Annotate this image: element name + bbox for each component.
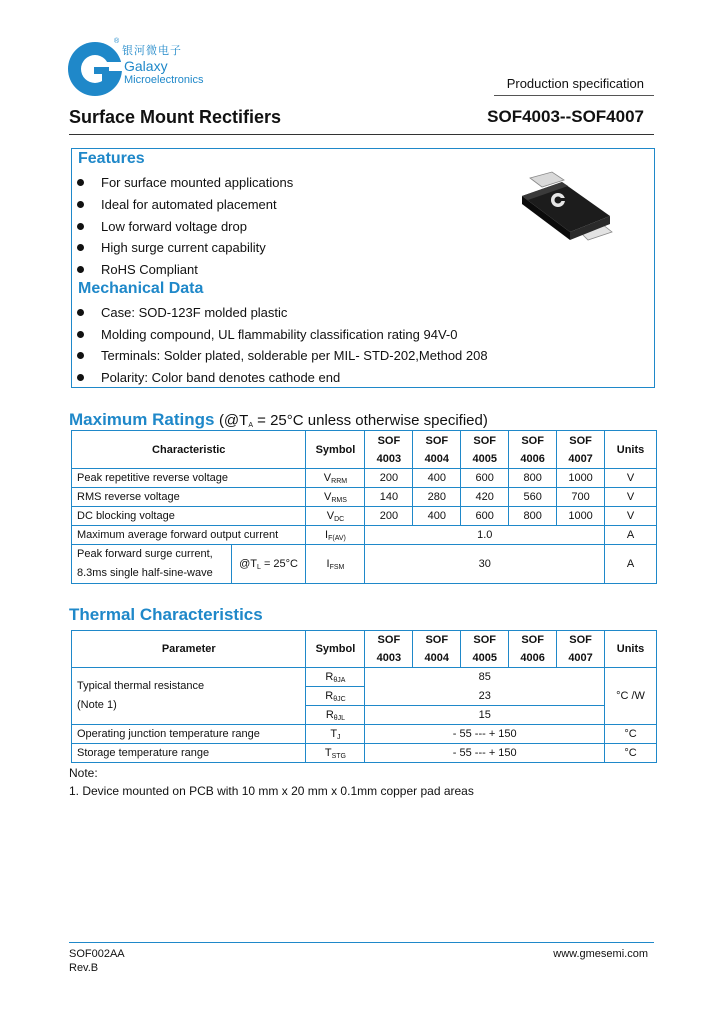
col-part: SOF 4005 (461, 631, 509, 668)
col-part: SOF 4006 (509, 431, 557, 469)
table-row: Typical thermal resistance (Note 1) $R_{\theta JA}$ 85 °C /W (72, 668, 657, 687)
header-divider (494, 95, 654, 96)
col-part: SOF 4004 (413, 631, 461, 668)
table-header-row (72, 631, 657, 668)
table-row: $R_{\theta JC}$ 23 (72, 687, 657, 706)
part-range: SOF4003--SOF4007 (487, 107, 644, 126)
mechanical-item: Polarity: Color band denotes cathode end (77, 370, 340, 385)
col-part: SOF 4006 (509, 631, 557, 668)
max-ratings-heading: Maximum Ratings ($@T_A = 25^\circ C$ unless otherwise specified) (69, 410, 488, 429)
bullet-icon (77, 352, 84, 359)
feature-item: For surface mounted applications (77, 175, 293, 190)
galaxy-logo-icon (66, 40, 124, 98)
max-ratings-table (71, 430, 657, 584)
bullet-icon (77, 179, 84, 186)
feature-item: Ideal for automated placement (77, 197, 277, 212)
bullet-icon (77, 223, 84, 230)
col-symbol: Symbol (306, 631, 365, 668)
table-row: RMS reverse voltage $V_{RMS}$ 140 280 420 560 700 V (72, 488, 657, 507)
table-row: Peak repetitive reverse voltage $V_{RRM}$ 200 400 600 800 1000 V (72, 469, 657, 488)
thermal-table (71, 630, 657, 763)
bullet-icon (77, 309, 84, 316)
bullet-icon (77, 201, 84, 208)
table-row: Operating junction temperature range $T_J$ - 55 --- + 150 °C (72, 725, 657, 744)
table-row: Peak forward surge current, 8.3ms single half-sine-wave $@T_L = 25^\circ C$ $I_{FSM}$ 30 A (72, 545, 657, 584)
note-text: 1. Device mounted on PCB with 10 mm x 20 mm x 0.1mm copper pad areas (69, 784, 474, 798)
feature-item: Low forward voltage drop (77, 219, 247, 234)
table-header-row (72, 431, 657, 469)
mechanical-item: Case: SOD-123F molded plastic (77, 305, 287, 320)
table-row: Storage temperature range $T_{STG}$ - 55 --- + 150 °C (72, 744, 657, 763)
table-row: DC blocking voltage $V_{DC}$ 200 400 600 800 1000 V (72, 507, 657, 526)
feature-item: High surge current capability (77, 240, 266, 255)
title-divider (69, 134, 654, 135)
feature-item: RoHS Compliant (77, 262, 198, 277)
col-part: SOF 4007 (557, 431, 605, 469)
sod123f-package-image (516, 170, 616, 250)
col-characteristic: Characteristic (72, 431, 306, 469)
document-code: SOF002AA (69, 948, 125, 960)
features-heading: Features (78, 150, 145, 167)
table-row: Maximum average forward output current $I_{F(AV)}$ 1.0 A (72, 526, 657, 545)
mechanical-heading: Mechanical Data (78, 280, 204, 297)
footer-divider (69, 942, 654, 943)
website-link[interactable]: www.gmesemi.com (553, 948, 648, 960)
col-units: Units (605, 431, 657, 469)
bullet-icon (77, 331, 84, 338)
mechanical-item: Molding compound, UL flammability classification rating 94V-0 (77, 327, 457, 342)
col-symbol: Symbol (306, 431, 365, 469)
col-units: Units (605, 631, 657, 668)
thermal-heading: Thermal Characteristics (69, 605, 263, 624)
col-part: SOF 4004 (413, 431, 461, 469)
brand-subname: Microelectronics (124, 74, 204, 86)
col-parameter: Parameter (72, 631, 306, 668)
table-row: $R_{\theta JL}$ 15 (72, 706, 657, 725)
col-part: SOF 4003 (365, 631, 413, 668)
registered-mark: ® (114, 38, 120, 45)
bullet-icon (77, 374, 84, 381)
col-part: SOF 4003 (365, 431, 413, 469)
bullet-icon (77, 244, 84, 251)
col-part: SOF 4007 (557, 631, 605, 668)
document-revision: Rev.B (69, 962, 99, 974)
bullet-icon (77, 266, 84, 273)
col-part: SOF 4005 (461, 431, 509, 469)
logo-chinese-text: 银河微电子 (122, 44, 182, 57)
page-title: Surface Mount Rectifiers (69, 107, 282, 127)
document-type: Production specification (506, 76, 644, 91)
mechanical-item: Terminals: Solder plated, solderable per MIL- STD-202,Method 208 (77, 348, 488, 363)
note-title: Note: (69, 766, 98, 780)
brand-name: Galaxy (124, 58, 168, 74)
